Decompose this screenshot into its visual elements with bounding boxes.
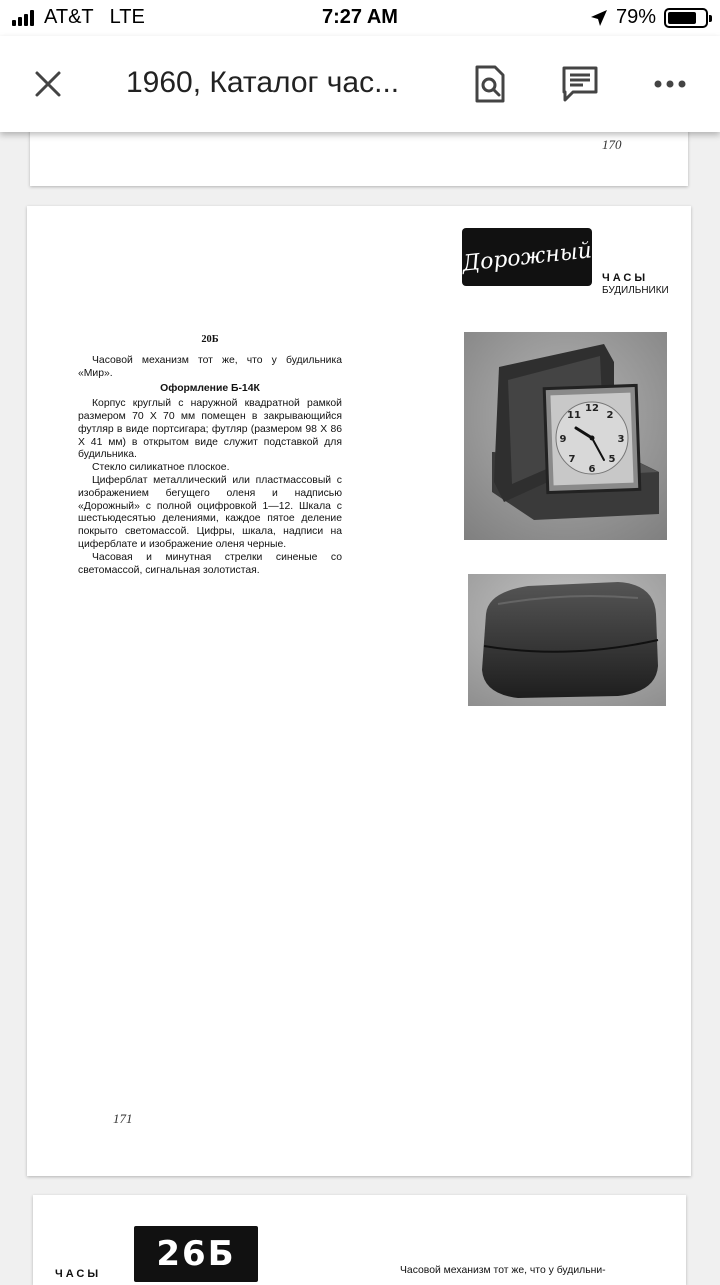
close-button[interactable] xyxy=(28,64,68,104)
carrier-name: AT&T xyxy=(44,6,94,28)
more-icon xyxy=(653,79,687,89)
svg-text:6: 6 xyxy=(588,464,596,475)
svg-text:7: 7 xyxy=(568,454,576,465)
closed-case-photo xyxy=(468,574,666,706)
description-paragraph: Часовая и минутная стрелки синеные со светомассой, сигнальная золотистая. xyxy=(78,551,342,576)
svg-text:12: 12 xyxy=(585,403,599,414)
section-heading: ЧАСЫ xyxy=(602,272,649,284)
status-right xyxy=(590,6,708,29)
section-subheading: БУДИЛЬНИКИ xyxy=(602,285,669,296)
intro-paragraph: Часовой механизм тот же, что у будильника «Мир». xyxy=(78,354,342,379)
find-in-page-button[interactable] xyxy=(468,62,512,106)
clock: 7:27 AM xyxy=(322,6,398,28)
more-options-button[interactable] xyxy=(648,62,692,106)
product-description xyxy=(78,334,342,577)
section-heading: ЧАСЫ xyxy=(55,1268,102,1280)
closed-case-image xyxy=(468,574,666,706)
network-type: LTE xyxy=(109,6,145,28)
logo-text: 26Б xyxy=(156,1234,236,1274)
location-arrow-icon xyxy=(590,9,608,27)
svg-text:11: 11 xyxy=(567,410,581,421)
comment-icon xyxy=(561,65,599,103)
svg-text:5: 5 xyxy=(608,454,616,465)
description-paragraph: Циферблат металлический или пластмассовый с изображением бегущего оленя и надписью «Дорожный» с полной оцифровкой 1—12. Шкала с шестьюдесятью делениями, каждое пятое деление покрыто светомассой. Цифры, шкала, надписи на циферблате и изображение оленя черные. xyxy=(78,474,342,550)
description-paragraph: Стекло силикатное плоское. xyxy=(92,462,230,474)
battery-icon xyxy=(664,8,708,28)
status-bar xyxy=(0,0,720,36)
open-clock-photo xyxy=(464,332,667,540)
design-title: Оформление Б-14К xyxy=(160,383,260,395)
svg-text:9: 9 xyxy=(559,434,567,445)
open-clock-image xyxy=(464,332,667,540)
document-page-171 xyxy=(27,206,691,1176)
app-bar xyxy=(0,36,720,132)
intro-paragraph: Часовой механизм тот же, что у будильни- xyxy=(400,1265,606,1276)
document-title: 1960, Каталог час... xyxy=(126,66,400,99)
page-number: 171 xyxy=(113,1111,133,1126)
battery-percent: 79% xyxy=(615,6,656,28)
battery-fill xyxy=(668,12,696,24)
svg-text:3: 3 xyxy=(617,434,625,445)
svg-text:2: 2 xyxy=(606,410,614,421)
model-26b-logo xyxy=(134,1226,258,1282)
logo-text: Дорожный xyxy=(461,237,593,277)
dorozhny-logo xyxy=(462,228,592,286)
find-in-page-icon xyxy=(473,65,507,103)
description-paragraph: Корпус круглый с наружной квадратной рамкой размером 70 X 70 мм помещен в закрывающийся футляр в виде портсигара; футляр (размером 98 X 86 X 41 мм) в открытом виде служит подставкой для будильника. xyxy=(78,398,342,461)
comment-button[interactable] xyxy=(558,62,602,106)
page-number: 170 xyxy=(602,137,622,152)
document-page-172 xyxy=(33,1195,686,1285)
close-icon xyxy=(34,70,62,98)
model-number: 20Б xyxy=(201,334,219,345)
